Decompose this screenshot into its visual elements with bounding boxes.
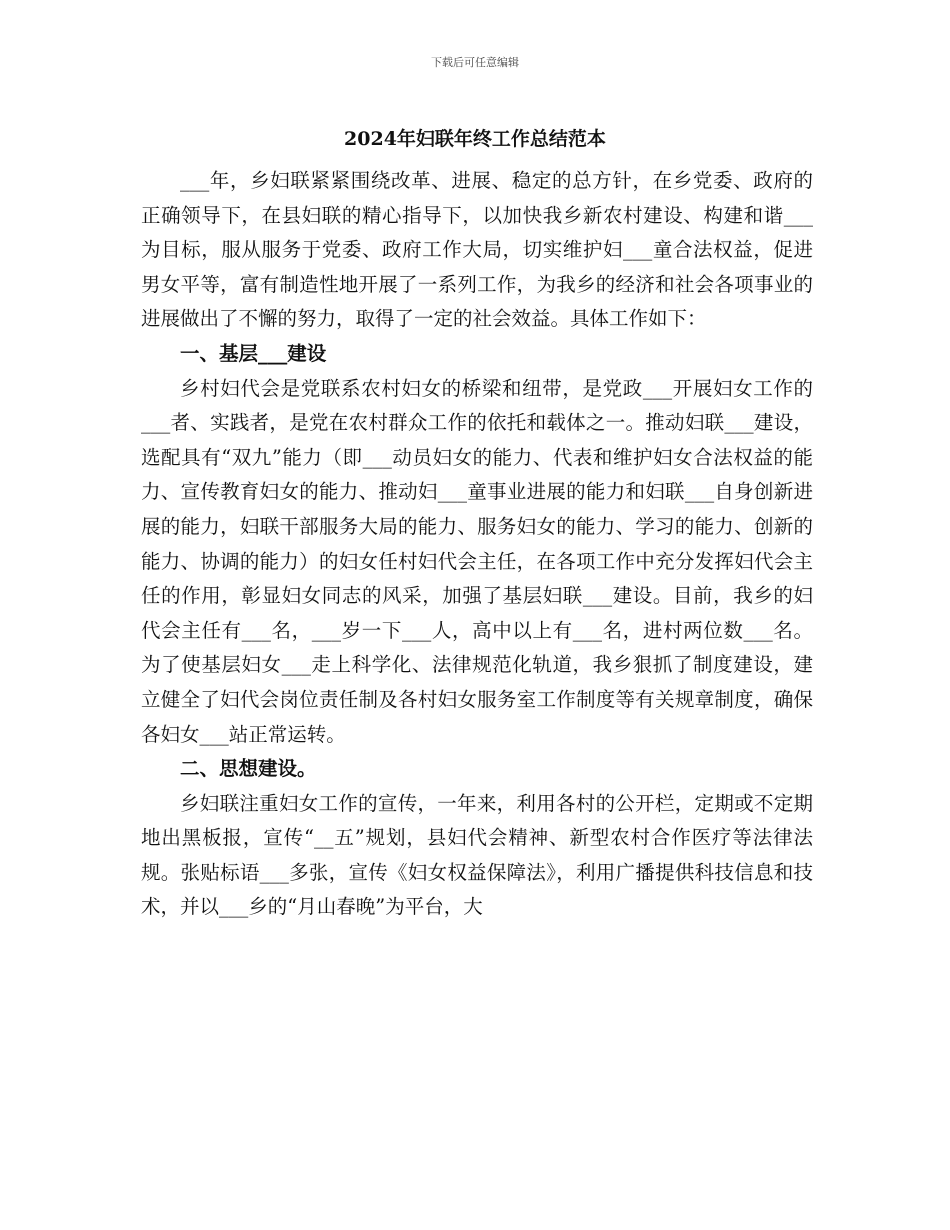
- section-paragraph-ideology: 乡妇联注重妇女工作的宣传，一年来，利用各村的公开栏，定期或不定期地出黑板报，宣传“__五”规划，县妇代会精神、新型农村合作医疗等法律法规。张贴标语___多张，宣传《妇女权益保障法》，利用广播提供科技信息和技术，并以___乡的“月山春晚”为平台，大: [141, 791, 813, 919]
- section-heading-ideology: 二、思想建设。: [180, 757, 317, 781]
- header-note: 下载后可任意编辑: [431, 56, 519, 69]
- section-heading-grassroots: 一、基层___建设: [180, 341, 327, 365]
- document-title: 2024年妇联年终工作总结范本: [344, 128, 606, 150]
- section-paragraph-grassroots: 乡村妇代会是党联系农村妇女的桥梁和纽带，是党政___开展妇女工作的___者、实践者，是党在农村群众工作的依托和载体之一。推动妇联___建设，选配具有“双九”能力（即___动员妇女的能力、代表和维护妇女合法权益的能力、宣传教育妇女的能力、推动妇___童事业进展的能力和妇联___自身创新进展的能力，妇联干部服务大局的能力、服务妇女的能力、学习的能力、创新的能力、协调的能力）的妇女任村妇代会主任，在各项工作中充分发挥妇代会主任的作用，彰显妇女同志的风采，加强了基层妇联___建设。目前，我乡的妇代会主任有___名，___岁一下___人，高中以上有___名，进村两位数___名。为了使基层妇女___走上科学化、法律规范化轨道，我乡狠抓了制度建设，建立健全了妇代会岗位责任制及各村妇女服务室工作制度等有关规章制度，确保各妇女___站正常运转。: [141, 376, 813, 746]
- document-body: [141, 164, 813, 925]
- intro-paragraph: ___年，乡妇联紧紧围绕改革、进展、稳定的总方针，在乡党委、政府的正确领导下，在县妇联的精心指导下，以加快我乡新农村建设、构建和谐___为目标，服从服务于党委、政府工作大局，切实维护妇___童合法权益，促进男女平等，富有制造性地开展了一系列工作，为我乡的经济和社会各项事业的进展做出了不懈的努力，取得了一定的社会效益。具体工作如下：: [141, 169, 813, 331]
